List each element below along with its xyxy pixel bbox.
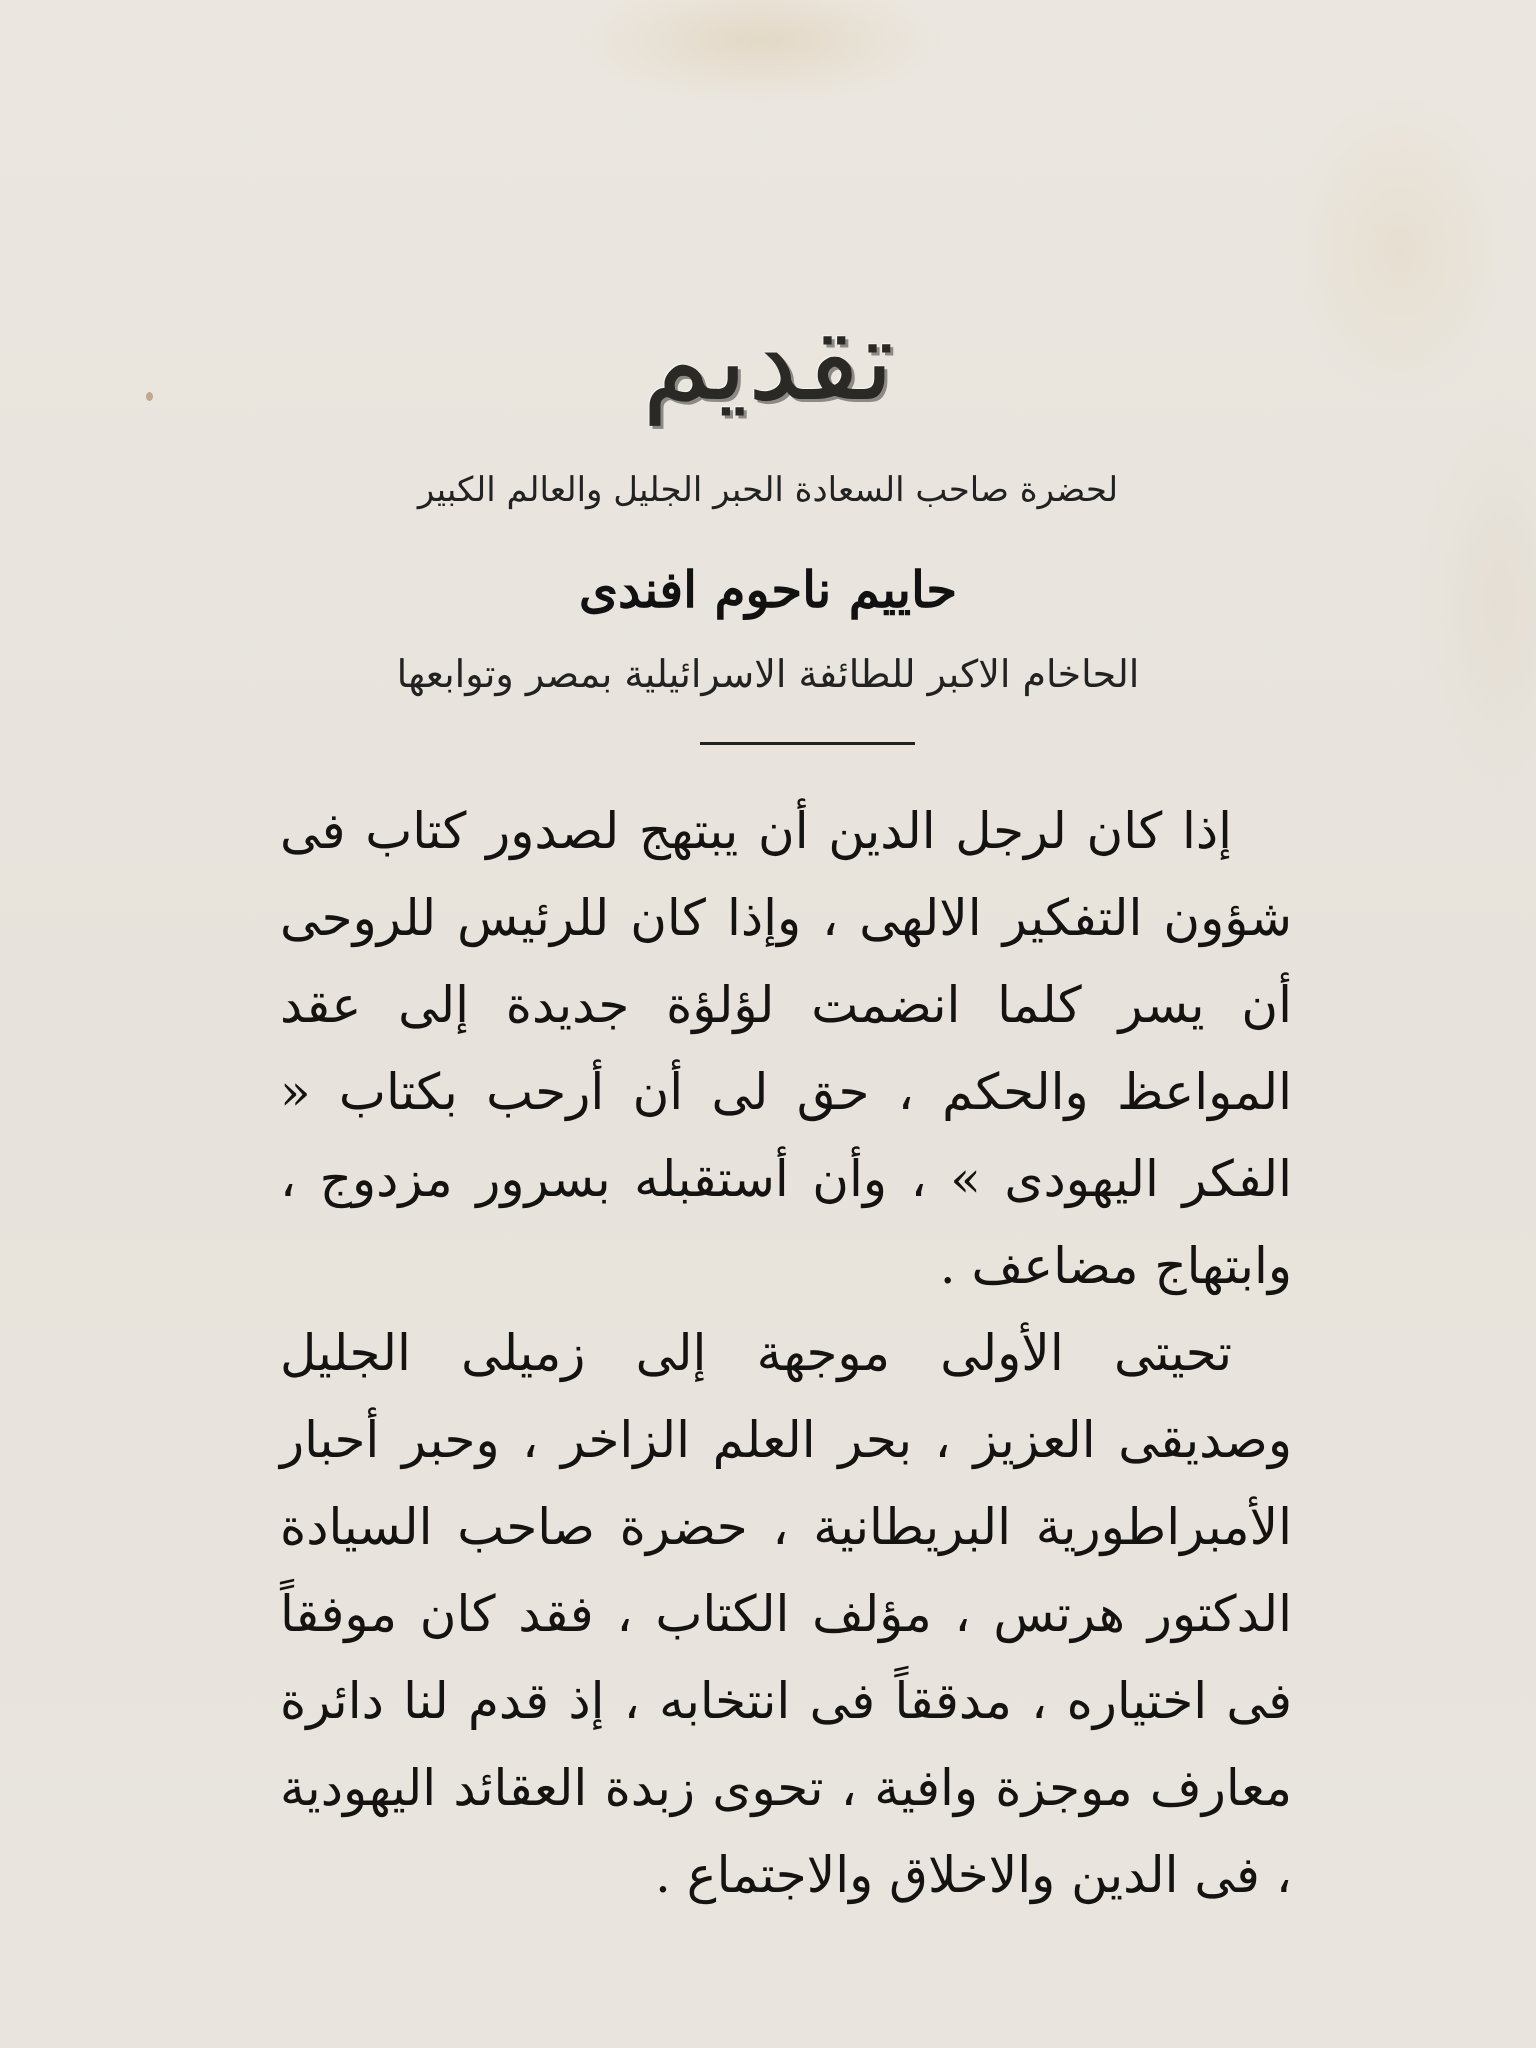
paragraph: تحيتى الأولى موجهة إلى زميلى الجليل وصديقى العزيز ، بحر العلم الزاخر ، وحبر أحبار الأمبراطورية البريطانية ، حضرة صاحب السيادة الدكتور هرتس ، مؤلف الكتاب ، فقد كان موفقاً فى اختياره ، مدققاً فى انتخابه ، إذ قدم لنا دائرة معارف موجزة وافية ، تحوى زبدة العقائد اليهودية ، فى الدين والاخلاق والاجتماع . [280, 1324, 1292, 1904]
paragraph: إذا كان لرجل الدين أن يبتهج لصدور كتاب فى شؤون التفكير الالهى ، وإذا كان للرئيس للروحى أن يسر كلما انضمت لؤلؤة جديدة إلى عقد المواعظ والحكم ، حق لى أن أرحب بكتاب « الفكر اليهودى » ، وأن أستقبله بسرور مزدوج ، وابتهاج مضاعف . [280, 802, 1292, 1295]
body-text [280, 788, 1292, 1919]
divider-rule [700, 742, 915, 745]
page-title: تقديم [641, 296, 895, 426]
honoree-rank: الحاخام الاكبر للطائفة الاسرائيلية بمصر وتوابعها [396, 652, 1140, 696]
dedication-subtitle: لحضرة صاحب السعادة الحبر الجليل والعالم الكبير [417, 470, 1119, 510]
honoree-name: حاييم ناحوم افندى [578, 560, 958, 619]
